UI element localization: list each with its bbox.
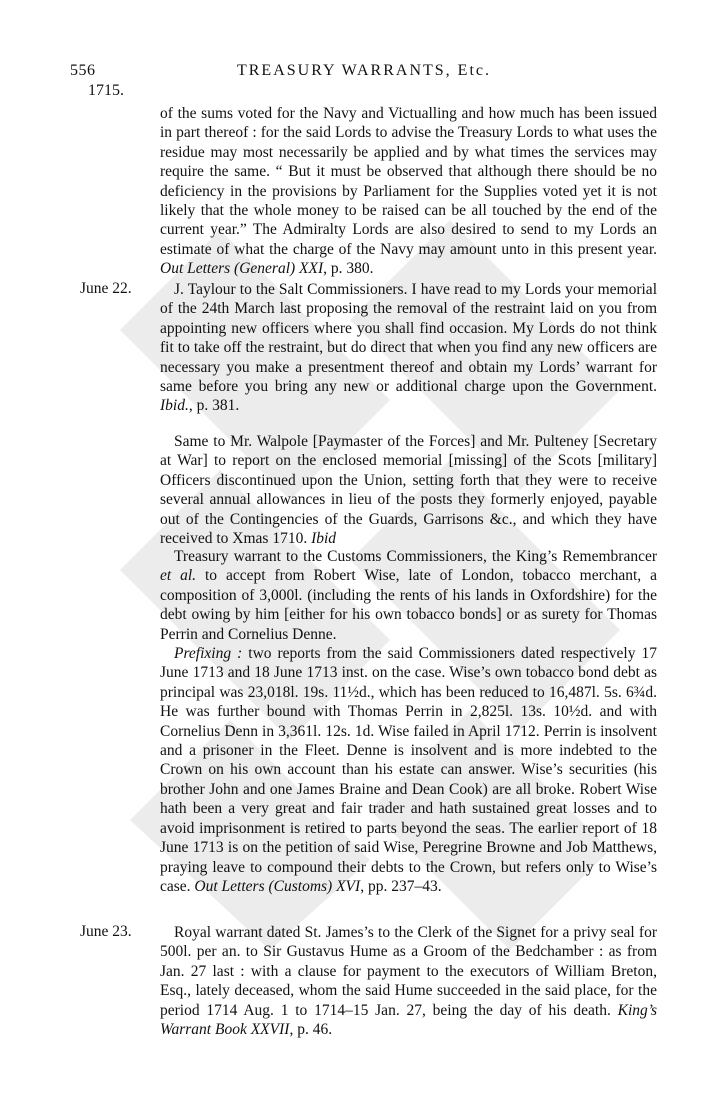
entry-text: Royal warrant dated St. James’s to the Clerk of the Signet for a privy seal for 500l. per an. to Sir Gustavus Hume as a Groom of the Bedchamber : as from Jan. 27 last : with a clause for payment to the executors of William Breton, Esq., lately deceased, whom the said Hume succeeded in the said place, for the period 1714 Aug. 1 to 1714–15 Jan. 27, being the day of his death. (160, 924, 657, 1019)
entry-body (160, 432, 657, 548)
entry-text: Same to Mr. Walpole [Paymaster of the Forces] and Mr. Pulteney [Secretary at War] to report on the enclosed memorial [missing] of the Scots [military] Officers discontinued upon the Union, setting forth that they were to receive several annual allowances in lieu of the posts they formerly enjoyed, payable out of the Contingencies of the Guards, Garrisons &c., and which they have received to Xmas 1710. (160, 433, 657, 548)
entry-reference: Ibid. (160, 397, 189, 415)
entry-text: J. Taylour to the Salt Commissioners. I have read to my Lords your memorial of the 24th March last proposing the removal of the restraint laid on you from appointing new officers where you shall find occasion. My Lords do not think fit to take off the restraint, but do direct that when you find any new officers are necessary you make a presentment thereof and obtain my Lords’ warrant for same before you bring any new or additional charge upon the Government. (160, 281, 657, 396)
prefixing-text: two reports from the said Commissioners dated respectively 17 June 1713 and 18 June 1713 inst. on the case. Wise’s own tobacco bond debt as principal was 23,018l. 19s. 11½d., which has been reduced to 16,487l. 5s. 6¾d. He was further bound with Thomas Perrin in 2,825l. 13s. 10½d. and with Cornelius Denn in 3,361l. 12s. 1d. Wise failed in April 1712. Perrin is insolvent and a prisoner in the Fleet. Denne is insolvent and is more indebted to the Crown on his own account than his estate can answer. Wise’s securities (his brother John and one James Braine and Dean Cook) are all broke. Robert Wise hath been a very great and fair trader and hath sustained great losses and to avoid imprisonment is retired to parts beyond the seas. The earlier report of 18 June 1713 is on the petition of said Wise, Peregrine Browne and Job Matthews, praying leave to compound their debts to the Crown, but refers only to Wise’s case. (160, 645, 657, 895)
entry-reference: Out Letters (General) XXI (160, 260, 324, 278)
entry-date: June 22. (80, 280, 132, 297)
entry-body (160, 280, 657, 416)
entry-reference: King’s Warrant Book XXVII (160, 1001, 657, 1039)
entry-text: of the sums voted for the Navy and Victualling and how much has been issued in part thereof : for the said Lords to advise the Treasury Lords to what uses the residue may most necessarily be applied and by what times the services may require the same. “ But it must be observed that although there should be no deficiency in the provisions by Parliament for the Supplies voted yet it is not likely that the whole money to be raised can be all touched by the end of the current year.” The Admiralty Lords are also desired to send to my Lords an estimate of what the charge of the Navy may amount unto in this present year. (160, 105, 657, 258)
entry-reference-tail: , p. 380. (323, 260, 374, 278)
entry-text: Treasury warrant to the Customs Commissioners, the King’s Remembrancer (174, 548, 657, 565)
entry-text: to accept from Robert Wise, late of London, tobacco merchant, a composition of 3,000l. (including the rents of his lands in Oxfordshire) for the debt owing by him [either for his own tobacco bonds] or as surety for Thomas Perrin and Cornelius Denne. (160, 567, 657, 643)
entry-reference-tail: , pp. 237–43. (360, 877, 442, 895)
entry-body (160, 923, 657, 1039)
page-header (0, 62, 728, 102)
entry-date: June 23. (80, 923, 132, 940)
entry-text-italic: et al. (160, 567, 197, 585)
entry-body (160, 547, 657, 896)
entry-reference: Out Letters (Customs) XVI (194, 877, 361, 895)
margin-year: 1715. (88, 82, 124, 99)
entry-reference-tail: , p. 46. (289, 1021, 333, 1039)
prefixing-label: Prefixing : (174, 645, 243, 663)
running-title: TREASURY WARRANTS, Etc. (236, 62, 491, 79)
entry-reference: Ibid (311, 530, 337, 548)
entry-reference-tail: , p. 381. (188, 397, 240, 415)
entry-body (160, 104, 657, 279)
page-number: 556 (70, 62, 96, 79)
